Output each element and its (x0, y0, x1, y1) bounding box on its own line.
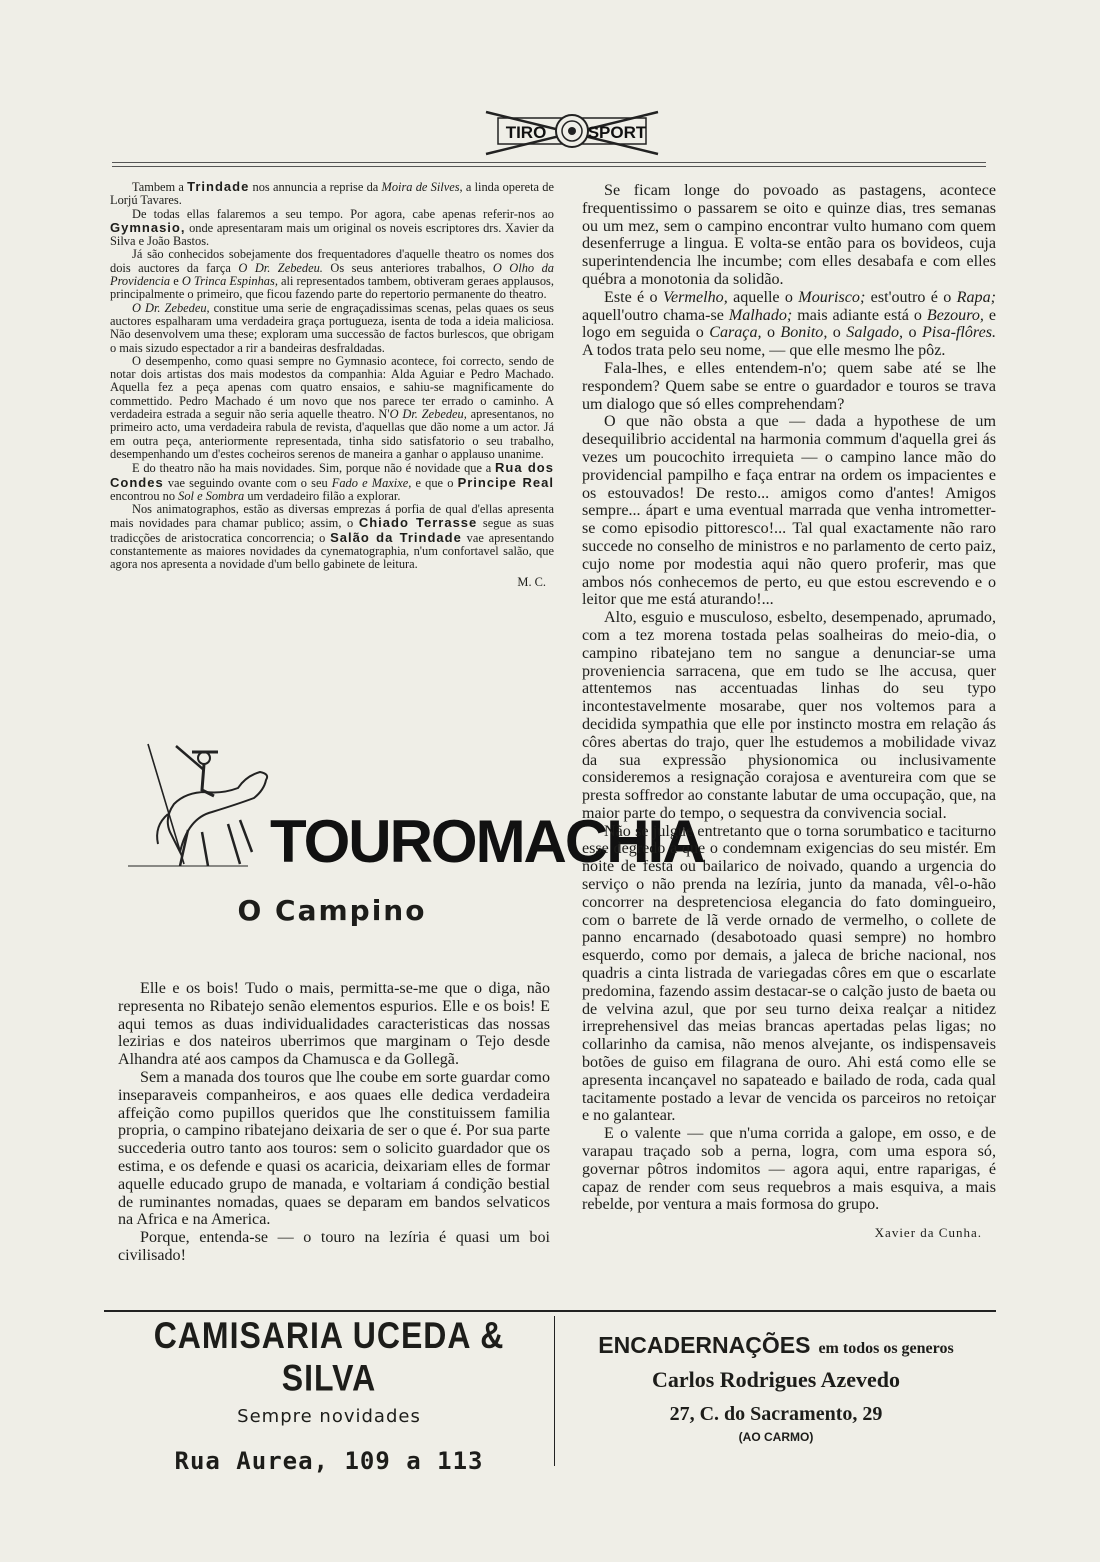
paragraph: Sem a manada dos touros que lhe coube em sorte guardar como inseparaveis companheiros, e aos quaes elle dedica verdadeira affeição como pupillos queridos que lhe constituissem familia propria, o campino ribatejano deixaria de ser o que é. Por sua parte succederia outro tanto aos touros: sem o solicito guardador que os estima, e os defende e quasi os acaricia, deixariam elles de formar aquelle educado grupo de manada, e voltariam á condição bestial de ruminantes nomadas, quaes se deparam em bandos selvaticos na Africa e na America. (118, 1068, 550, 1229)
text-run: E o valente — que n'uma corrida a galope, em osso, e de varapau traçado sob a perna, logra, com uma espora só, governar pôtros indomitos — agora aqui, entre raparigas, é capaz de render com seus requebros a mais esquiva, a mais rebelde, por ventura a mais formosa do grupo. (582, 1125, 996, 1214)
paragraph (582, 360, 996, 413)
ad-encadernacoes-name: Carlos Rodrigues Azevedo (651, 1367, 901, 1392)
venue-name: Chiado Terrasse (358, 515, 478, 531)
text-run: Se ficam longe do povoado as pastagens, acontece frequentissimo o passarem se oito e quinze dias, tres semanas ou um mez, sem o campino encontrar vulto humano com quem desenferruge a lingua. E volta-se então para os bovideos, cuja superintendencia lhe incumbe; com elles desabafa e com elles québra a monotonia da solidão. (582, 182, 996, 288)
svg-text:SPORT: SPORT (587, 123, 647, 142)
campino-right-paragraphs (582, 182, 996, 1214)
text-run: e (170, 274, 182, 289)
text-run: ali representados tambem, obtiveram geraes applausos, principalmente o primeiro, que ficou fazendo parte do repertorio permanente do theatro. (110, 274, 554, 302)
text-run: um verdadeiro filão a explorar. (244, 488, 401, 503)
text-run: aquelle o (727, 288, 799, 306)
text-run: encontrou no (110, 488, 179, 503)
theatre-news-column (110, 180, 554, 589)
title-text: O Dr. Zebedeu. (238, 260, 323, 275)
ad-rule (104, 1310, 996, 1312)
title-text: Moira de Silves, (381, 180, 463, 194)
paragraph (582, 823, 996, 1126)
paragraph (582, 289, 996, 360)
title-text: O Trinca Espinhas, (181, 274, 278, 289)
text-run: O que não obsta a que — dada a hypothese de um desequilibrio accidental na harmonia commum d'aquella grei ás vezes um poucochito irrequieta — o campino lance mão do providencial pampilho e faça entrar na ordem os impacientes e os estouvados! De resto... amigos como d'antes! Amigos sempre... ápart e uma eventual marrada que venha intrometter-se como episodio pittoresco!... Tal qual exactamente não raro succede no conselho de ministros e no parlamento de certo paiz, cujo nome por modestia aqui não quero proferir, mas que ambos nós conhecemos de perto, eu que estou escrevendo e o leitor que me está aturando!... (582, 413, 996, 609)
text-run: est'outro é o (865, 288, 957, 306)
text-run: E do theatro não ha mais novidades. Sim, porque não é novidade que a (132, 461, 496, 476)
text-run: A todos trata pelo seu nome, — que elle mesmo lhe pôz. (582, 342, 946, 360)
paragraph (110, 302, 554, 355)
header-rule (112, 162, 986, 163)
text-run: Já são conhecidos sobejamente dos frequentadores d'aquelle theatro os nomes dos dois auctores da farça (110, 247, 554, 275)
touromachia-illustration (128, 734, 704, 875)
text-run: nos annuncia a reprise da (249, 180, 382, 194)
campino-column-right (582, 182, 996, 1242)
text-run: mais adiante está o (792, 306, 927, 324)
title-text: Pisa-flôres. (921, 324, 997, 342)
title-text: Caraça, (709, 324, 762, 342)
ad-camisaria-tagline: Sempre novidades (237, 1406, 421, 1427)
ad-encadernacoes-location: (AO CARMO) (738, 1430, 814, 1444)
header-rule (112, 166, 986, 167)
text-run: Fala-lhes, e elles entendem-n'o; quem sabe até se lhe respondem? Quem sabe se entre o guardador e touros se trava um dialogo que só elles comprehendam? (582, 359, 996, 413)
text-run: Alto, esguio e musculoso, esbelto, desempenado, aprumado, com a tez morena tostada pelas soalheiras do meio-dia, o campino ribatejano tem no sangue a denunciar-se uma proveniencia sarracena, que em tudo se lhe accusa, quer attentemos nas accentuadas linhas do seu typo incontestavelmente mosarabe, quer nos voltemos para a decidida sympathia que elle por instincto mostra em relação ás côres abertas do trajo, quer lhe estudemos a mobilidade vivaz da sua expressão physionomica ou inclusivamente consideremos a resignação corajosa e aventureira com que se presta soffredor ao constante labutar de uma occupação, que, na maior parte do tempo, o sequestra da convivencia social. (582, 609, 996, 822)
text-run: o (903, 324, 922, 342)
title-text: Salgado, (846, 324, 904, 342)
paragraph: Porque, entenda-se — o touro na lezíria é quasi um boi civilisado! (118, 1229, 550, 1264)
text-run: Este é o (604, 288, 663, 306)
ad-encadernacoes-heading: ENCADERNAÇÕES (598, 1332, 811, 1358)
venue-name: Principe Real (457, 474, 554, 490)
theatre-news-paragraphs (110, 180, 554, 572)
paragraph (582, 1125, 996, 1214)
text-run: De todas ellas falaremos a seu tempo. Por agora, cabe apenas referir-nos ao (132, 206, 554, 221)
text-run: Os seus anteriores trabalhos, (322, 260, 493, 275)
text-run: e logo em seguida o (582, 306, 997, 342)
text-run: segue as suas tradicções de aristocratica concorrencia; o (110, 516, 554, 545)
paragraph (110, 248, 554, 301)
title-text: O Dr. Zebedeu, (132, 300, 210, 315)
svg-text:TIRO: TIRO (505, 123, 547, 142)
paragraph (110, 503, 554, 571)
paragraph (110, 208, 554, 249)
venue-name: Trindade (187, 179, 250, 194)
text-run: o (827, 324, 847, 342)
title-text: Sol e Sombra (178, 488, 245, 503)
ad-encadernacoes-title (556, 1332, 996, 1359)
text-run: constitue uma serie de engraçadissimas scenas, pelas quaes os seus auctores espalharam uma verdadeira graça portugueza, isenta de toda a ideia maliciosa. Não desenvolvem uma these; exploram uma successão de factos burlescos, que obrigam o mais sizudo espectador a rir a bandeiras desfraldadas. (110, 300, 554, 355)
text-run: O desempenho, como quasi sempre no Gymnasio acontece, foi correcto, sendo de notar dois artistas dos mais modestos da companhia: Alda Aguiar e Pedro Machado. Aquella fez a peça apenas com quatro ensaios, e sahiu-se magnificamente do commettido. Pedro Machado é um novo que nos parece ter errado o caminho. A verdadeira estrada a seguir não seria aquelle theatro. N' (110, 353, 554, 422)
text-run: vae apresentando constantemente as maiores novidades da cynematographia, n'um confortavel salão, que agora nos apresenta a novidade d'um bello gabinete de leitura. (110, 530, 554, 572)
masthead-logo (484, 104, 660, 158)
ad-camisaria (104, 1314, 554, 1475)
author-signature: Xavier da Cunha. (874, 1225, 982, 1241)
ad-camisaria-title: CAMISARIA UCEDA & SILVA (153, 1314, 505, 1399)
ad-divider (554, 1316, 555, 1466)
title-text: Fado e Maxixe, (331, 475, 412, 490)
text-run: onde apresentaram mais um original os noveis escriptores drs. Xavier da Silva e João Bastos. (110, 220, 554, 249)
text-run: Tambem a (132, 180, 188, 194)
text-run: o (761, 324, 781, 342)
title-text: O Dr. Zebedeu, (389, 407, 467, 422)
venue-name: Salão da Trindade (330, 529, 462, 545)
title-text: Mourisco; (798, 288, 866, 306)
title-text: Malhado; (728, 306, 793, 324)
text-run: e que o (411, 475, 458, 490)
paragraph (110, 355, 554, 461)
title-text: Bonito, (780, 324, 828, 342)
theatre-signature: M. C. (517, 574, 546, 589)
text-run: apresentanos, no primeiro acto, uma verdadeira rabula de revista, d'aquellas que dão nome a um actor. Já em outra peça, anteriormente representada, tinha sido satisfatorio o seu trabalho, desempenhando um d'estes cocheiros serenos de maneira a ganhar o applauso unanime. (110, 407, 554, 461)
paragraph (582, 182, 996, 289)
ad-encadernacoes-subheading: em todos os generos (818, 1340, 954, 1357)
title-text: Vermelho, (662, 288, 728, 306)
ad-encadernacoes-address: 27, C. do Sacramento, 29 (669, 1403, 883, 1425)
paragraph (110, 461, 554, 503)
text-run: aquell'outro chama-se (582, 306, 729, 324)
touromachia-heading: TOUROMACHIA (270, 808, 704, 875)
paragraph (582, 609, 996, 823)
venue-name: Gymnasio, (110, 219, 186, 235)
title-text: Rapa; (956, 288, 996, 306)
title-text: Bezouro, (926, 306, 984, 324)
paragraph (110, 180, 554, 208)
title-text: O Olho da Providencia (110, 260, 554, 289)
section-subtitle: O Campino (237, 894, 427, 927)
ad-encadernacoes (556, 1332, 996, 1444)
campino-column-left (118, 980, 550, 1265)
paragraph (582, 413, 996, 609)
text-run: Nos animatographos, estão as diversas emprezas á porfia de qual d'ellas apresenta mais novidades para chamar publico; assim, o (110, 502, 554, 531)
text-run: vae seguindo ovante com o seu (163, 475, 332, 490)
text-run: a linda opereta de Lorjú Tavares. (110, 180, 554, 208)
text-run: Não se julgue entretanto que o torna sorumbatico e taciturno esse degredo a que o condemnam exigencias do seu mistér. Em noite de festa ou bailarico de noivado, quando a urgencia do serviço o não prenda na lezíria, junto da manada, vêl-o-hão concorrer na despretenciosa elegancia do fato domingueiro, com o barrete de lã verde ornado de vermelho, o collete de panno encarnado (desabotoado quasi sempre) no hombro esquerdo, como por demais, a jaleca de briche nacional, nos quadris a cinta listrada de variegadas côres em que o escarlate predomina, fazendo assim destacar-se o calção justo de baeta ou de velvina azul, que por seu turno deixa realçar a nitidez irreprehensivel das meias brancas apertadas pelas ligas; no collarinho da camisa, não menos alvejante, os indispensaveis botões de guiso em filagrana de ouro. Ahi está como elle se apresenta incançavel no sapateado e bailado de roda, cada qual tacitamente postado a levar de vencida os parceiros no retoiçar e no galantear. (582, 822, 996, 1125)
ad-camisaria-address: Rua Aurea, 109 a 113 (174, 1447, 484, 1475)
venue-name: Rua dos Condes (110, 460, 554, 490)
paragraph: Elle e os bois! Tudo o mais, permitta-se-me que o diga, não representa no Ribatejo senão elementos espurios. Elle e os bois! E aqui temos as duas individualidades caracteristicas das nossas lezirias e dos nateiros uberrimos que marginam o Tejo desde Alhandra até aos campos da Chamusca e da Gollegã. (118, 980, 550, 1069)
